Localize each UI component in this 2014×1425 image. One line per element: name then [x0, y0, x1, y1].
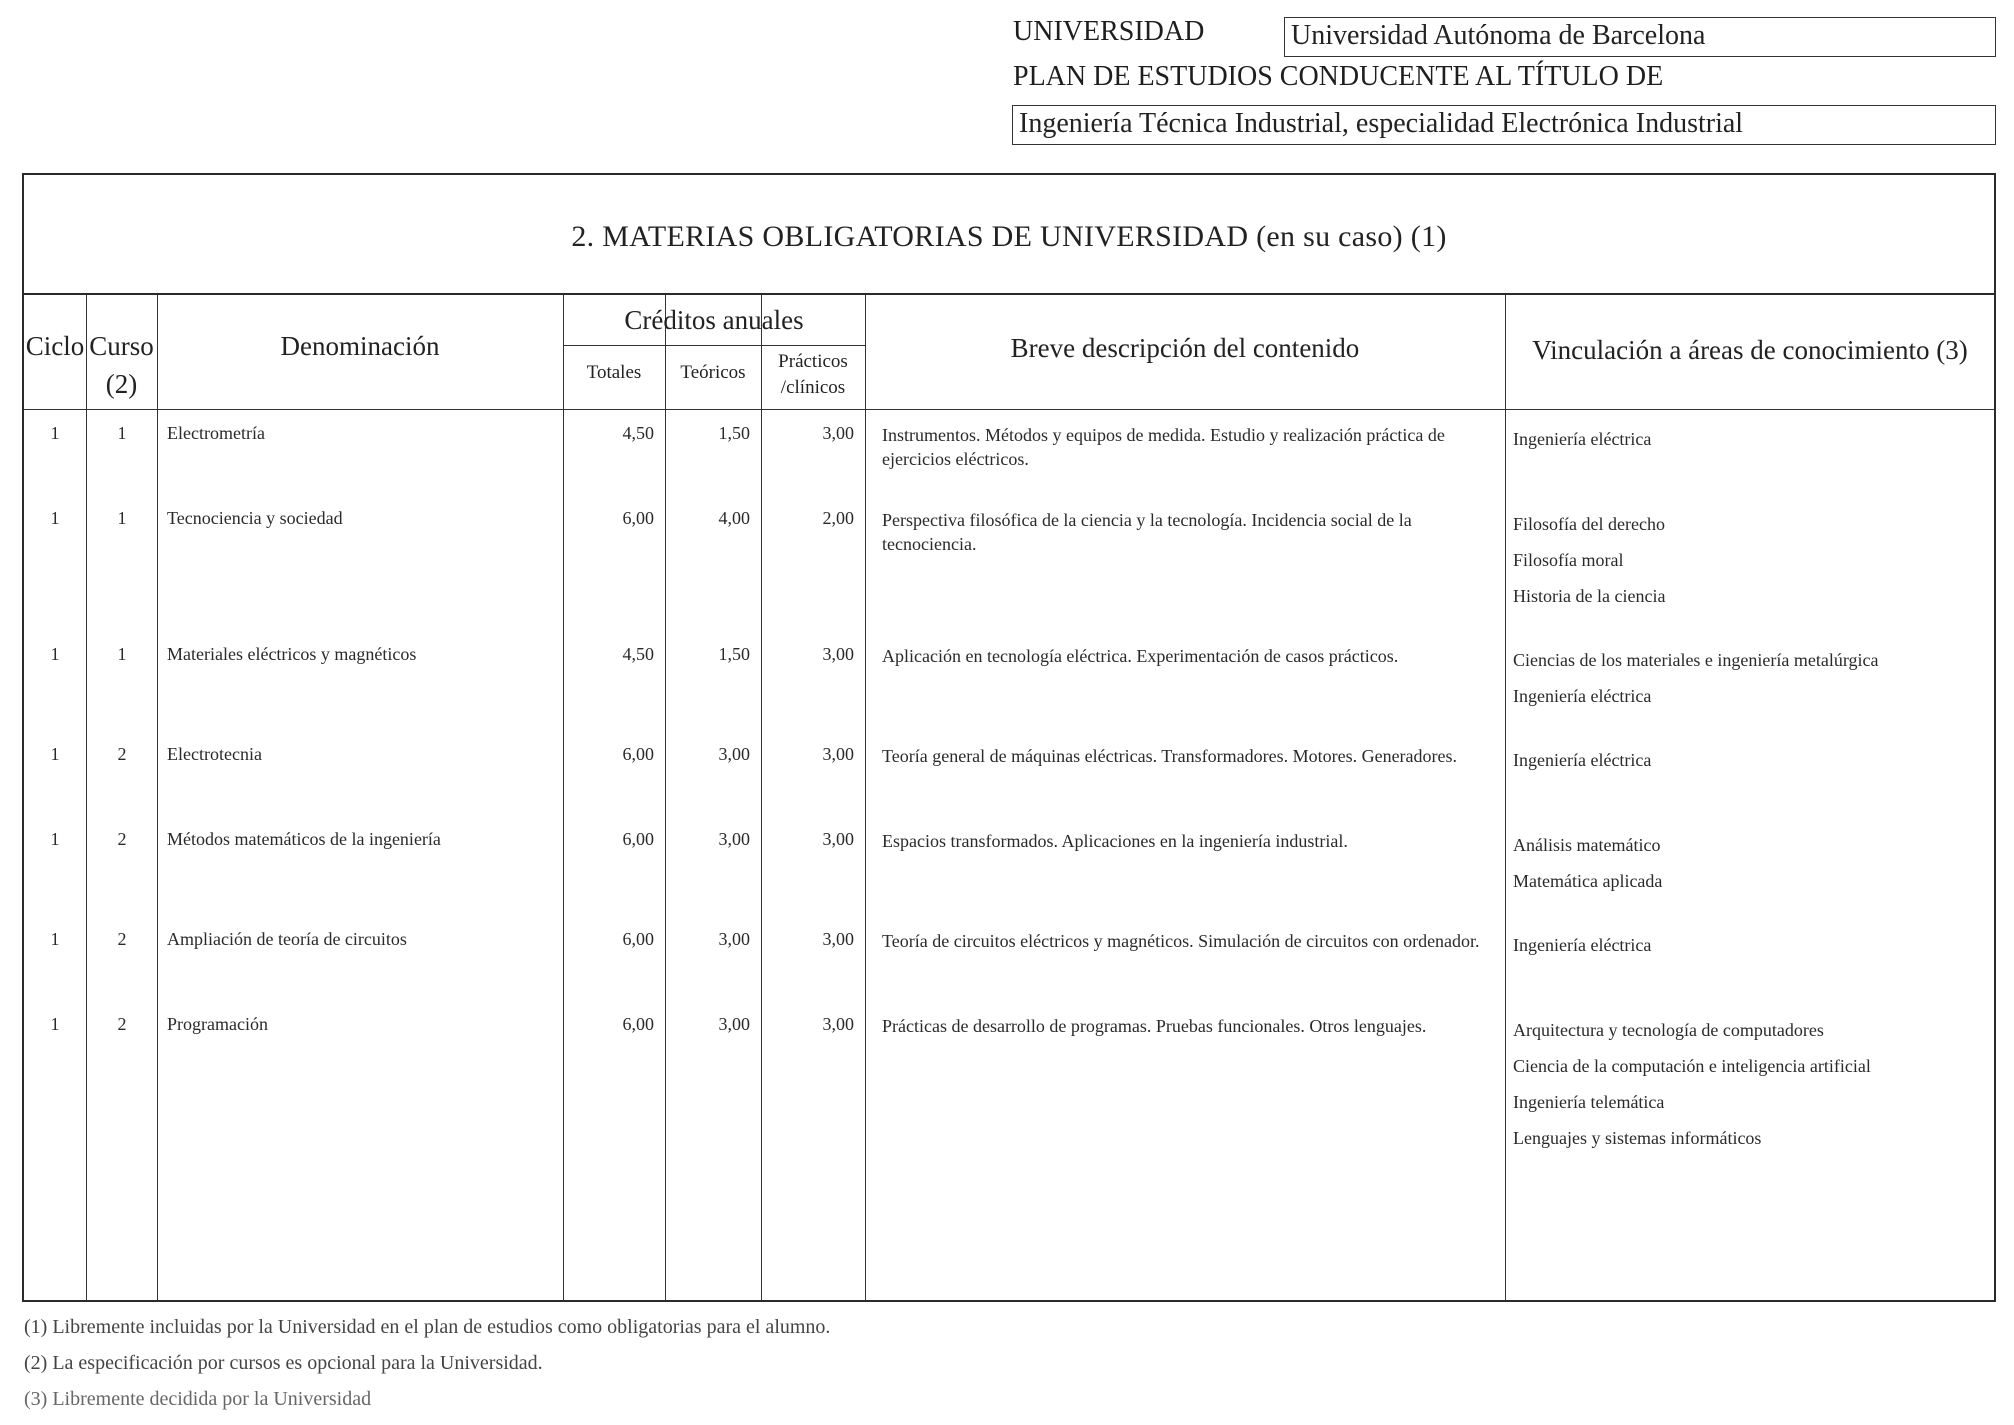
cell-denominacion: Métodos matemáticos de la ingeniería [167, 829, 441, 849]
cell-denominacion: Electrotecnia [167, 744, 262, 764]
col-header-vinculacion: Vinculación a áreas de conocimiento (3) [1532, 335, 1968, 365]
col-divider [563, 295, 564, 1300]
cell-area: Ciencias de los materiales e ingeniería metalúrgica [1513, 650, 1879, 670]
col-header-ciclo: Ciclo [25, 331, 85, 361]
cell-practicos: 3,00 [822, 644, 854, 664]
footnote-1: (1) Libremente incluidas por la Universidad en el plan de estudios como obligatorias para el alumno. [24, 1316, 831, 1338]
cell-practicos: 3,00 [822, 929, 854, 949]
cell-area: Filosofía moral [1513, 550, 1624, 570]
cell-area: Ingeniería telemática [1513, 1092, 1665, 1112]
cell-descripcion: Prácticas de desarrollo de programas. Pruebas funcionales. Otros lenguajes. [882, 1016, 1427, 1036]
cell-totales: 6,00 [622, 1014, 654, 1034]
col-divider [665, 295, 666, 1300]
cell-ciclo: 1 [50, 423, 60, 443]
cell-ciclo: 1 [50, 1014, 60, 1034]
cell-practicos: 3,00 [822, 744, 854, 764]
cell-totales: 6,00 [622, 744, 654, 764]
cell-denominacion: Ampliación de teoría de circuitos [167, 929, 407, 949]
cell-totales: 6,00 [622, 829, 654, 849]
cell-descripcion: Teoría general de máquinas eléctricas. Transformadores. Motores. Generadores. [882, 746, 1458, 766]
cell-ciclo: 1 [50, 929, 60, 949]
col-header-descripcion: Breve descripción del contenido [1010, 333, 1360, 363]
cell-teoricos: 3,00 [718, 929, 750, 949]
cell-practicos: 3,00 [822, 829, 854, 849]
cell-denominacion: Materiales eléctricos y magnéticos [167, 644, 417, 664]
cell-totales: 4,50 [622, 423, 654, 443]
cell-teoricos: 4,00 [718, 508, 750, 528]
col-divider [157, 295, 158, 1300]
cell-ciclo: 1 [50, 829, 60, 849]
cell-area: Matemática aplicada [1513, 871, 1663, 891]
col-divider [761, 295, 762, 1300]
cell-totales: 6,00 [622, 929, 654, 949]
cell-teoricos: 3,00 [718, 829, 750, 849]
col-header-creditos: Créditos anuales [624, 305, 804, 335]
col-divider [86, 295, 87, 1300]
cell-curso: 1 [117, 644, 127, 664]
col-header-curso: Curso [89, 331, 154, 361]
col-header-curso-note: (2) [105, 369, 138, 399]
cell-descripcion: Instrumentos. Métodos y equipos de medida. Estudio y realización práctica de ejercicios eléctricos. [882, 425, 1445, 469]
cell-area: Arquitectura y tecnología de computadores [1513, 1020, 1824, 1040]
cell-area: Ingeniería eléctrica [1513, 429, 1652, 449]
cell-practicos: 3,00 [822, 423, 854, 443]
col-header-clinicos: /clínicos [780, 377, 846, 398]
col-header-denominacion: Denominación [280, 331, 440, 361]
col-header-practicos: Prácticos [778, 351, 848, 372]
cell-totales: 4,50 [622, 644, 654, 664]
footnote-2: (2) La especificación por cursos es opcional para la Universidad. [24, 1352, 543, 1374]
section-title: 2. MATERIAS OBLIGATORIAS DE UNIVERSIDAD (en su caso) (1) [24, 175, 1994, 295]
cell-ciclo: 1 [50, 744, 60, 764]
header-bottom-line [24, 409, 1994, 410]
cell-curso: 1 [117, 508, 127, 528]
cell-area: Historia de la ciencia [1513, 586, 1666, 606]
cell-descripcion: Aplicación en tecnología eléctrica. Experimentación de casos prácticos. [882, 646, 1399, 666]
cell-denominacion: Programación [167, 1014, 268, 1034]
cell-teoricos: 3,00 [718, 744, 750, 764]
cell-teoricos: 1,50 [718, 644, 750, 664]
footnote-3: (3) Libremente decidida por la Universidad [24, 1388, 372, 1410]
cell-practicos: 2,00 [822, 508, 854, 528]
cell-area: Filosofía del derecho [1513, 514, 1665, 534]
cell-area: Ingeniería eléctrica [1513, 686, 1652, 706]
cell-descripcion: Teoría de circuitos eléctricos y magnéticos. Simulación de circuitos con ordenador. [882, 931, 1480, 951]
cell-ciclo: 1 [50, 644, 60, 664]
col-header-teoricos: Teóricos [680, 362, 746, 383]
cell-curso: 2 [117, 829, 127, 849]
creditos-divider [563, 345, 865, 346]
cell-descripcion: Espacios transformados. Aplicaciones en la ingeniería industrial. [882, 831, 1348, 851]
cell-denominacion: Tecnociencia y sociedad [167, 508, 343, 528]
materias-table [22, 173, 1996, 1302]
cell-area: Ingeniería eléctrica [1513, 750, 1652, 770]
cell-teoricos: 1,50 [718, 423, 750, 443]
plan-label: PLAN DE ESTUDIOS CONDUCENTE AL TÍTULO DE [1013, 61, 1664, 92]
cell-practicos: 3,00 [822, 1014, 854, 1034]
col-header-totales: Totales [586, 362, 642, 383]
col-divider [1505, 295, 1506, 1300]
cell-ciclo: 1 [50, 508, 60, 528]
universidad-field: Universidad Autónoma de Barcelona [1284, 17, 1996, 57]
cell-area: Lenguajes y sistemas informáticos [1513, 1128, 1762, 1148]
cell-area: Ingeniería eléctrica [1513, 935, 1652, 955]
cell-totales: 6,00 [622, 508, 654, 528]
titulo-field: Ingeniería Técnica Industrial, especialidad Electrónica Industrial [1012, 105, 1996, 145]
cell-area: Análisis matemático [1513, 835, 1661, 855]
cell-curso: 2 [117, 744, 127, 764]
cell-curso: 1 [117, 423, 127, 443]
cell-descripcion: Perspectiva filosófica de la ciencia y la tecnología. Incidencia social de la tecnociencia. [882, 510, 1412, 554]
cell-area: Ciencia de la computación e inteligencia artificial [1513, 1056, 1871, 1076]
col-divider [865, 295, 866, 1300]
universidad-label: UNIVERSIDAD [1013, 16, 1205, 47]
cell-curso: 2 [117, 929, 127, 949]
cell-teoricos: 3,00 [718, 1014, 750, 1034]
cell-curso: 2 [117, 1014, 127, 1034]
cell-denominacion: Electrometría [167, 423, 265, 443]
